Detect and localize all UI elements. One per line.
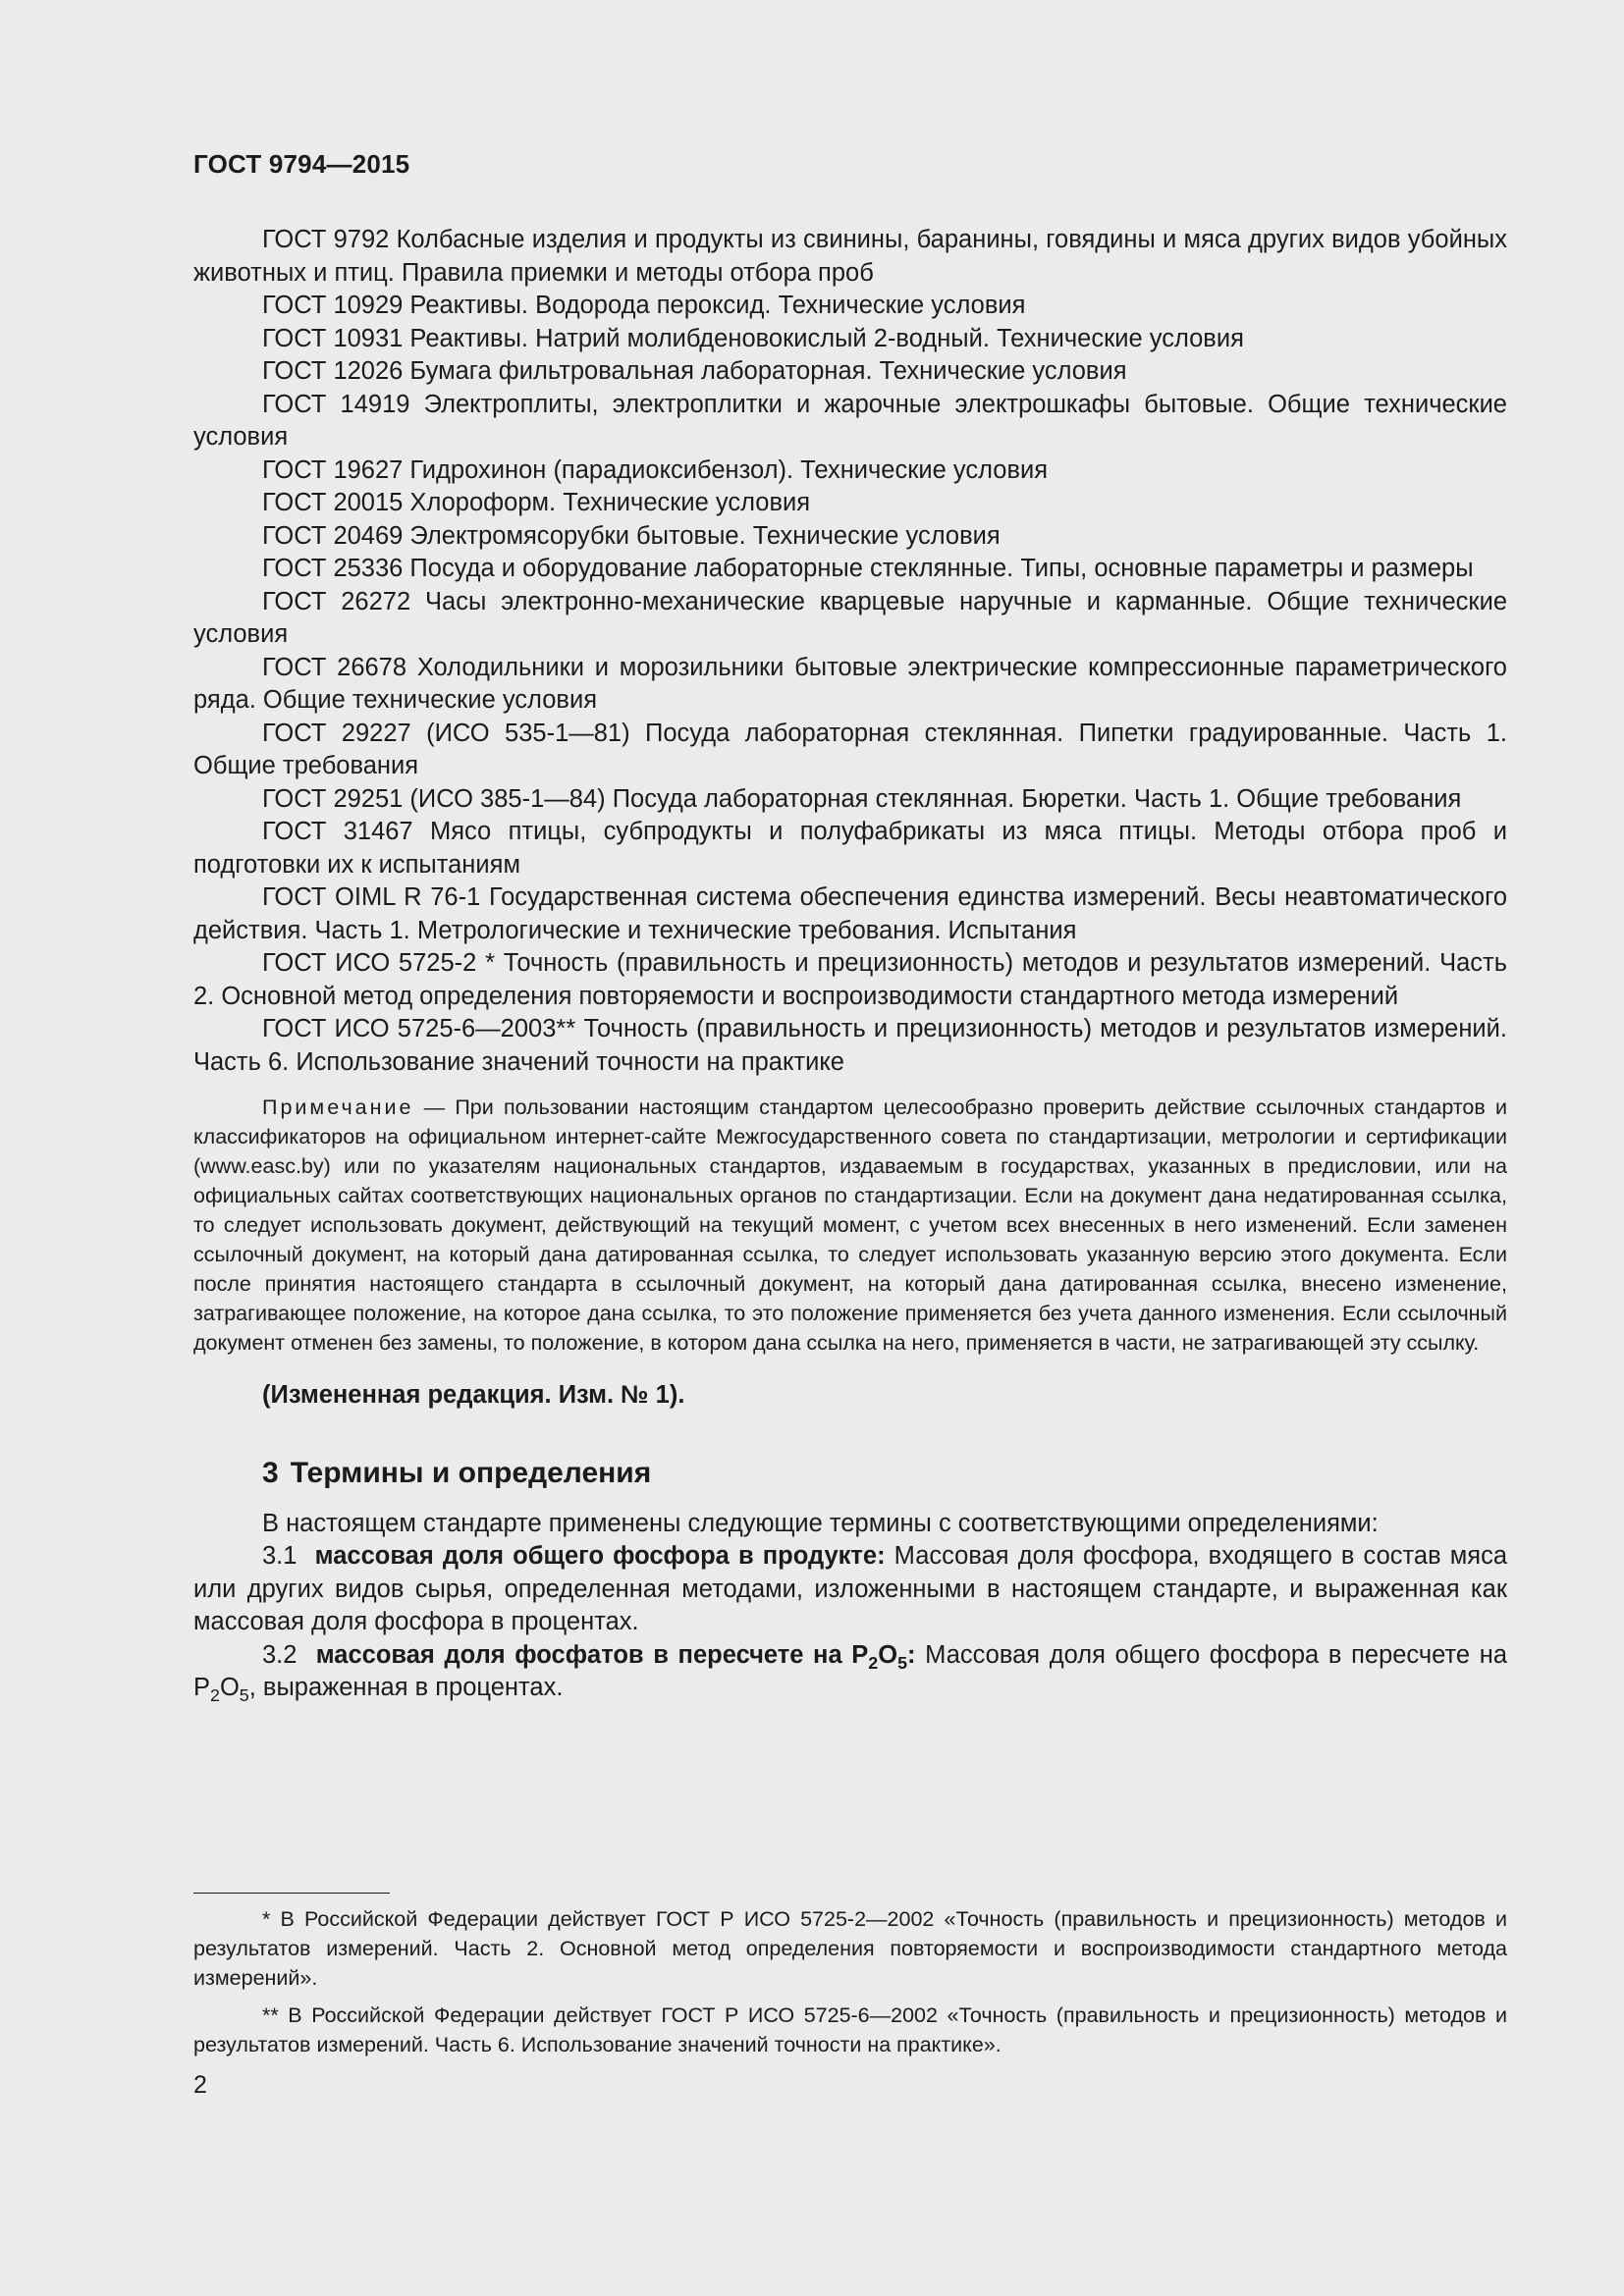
normative-references (193, 224, 1507, 1079)
footnote-divider (193, 1893, 390, 1894)
reference-item: ГОСТ 9792 Колбасные изделия и продукты из свинины, баранины, говядины и мяса других видов убойных животных и птиц. Правила приемки и методы отбора проб (193, 226, 1507, 287)
document-body (193, 224, 1507, 1705)
section-intro: В настоящем стандарте применены следующие термины с соответствующими определениями: (262, 1509, 1379, 1537)
reference-item: ГОСТ 12026 Бумага фильтровальная лабораторная. Технические условия (262, 357, 1127, 385)
note-label: Примечание (262, 1095, 414, 1119)
footnotes (193, 1904, 1507, 2067)
reference-item: ГОСТ 10931 Реактивы. Натрий молибденовокислый 2-водный. Технические условия (262, 324, 1244, 352)
reference-item: ГОСТ 10929 Реактивы. Водорода пероксид. Технические условия (262, 292, 1026, 319)
reference-item: ГОСТ 29251 (ИСО 385-1—84) Посуда лабораторная стеклянная. Бюретки. Часть 1. Общие требования (262, 784, 1462, 813)
reference-item: ГОСТ ИСО 5725-6—2003** Точность (правильность и прецизионность) методов и результатов измерений. Часть 6. Использование значений точности на практике (193, 1015, 1507, 1076)
section-heading (193, 1457, 1507, 1490)
reference-item: ГОСТ 14919 Электроплиты, электроплитки и жарочные электрошкафы бытовые. Общие технические условия (193, 390, 1507, 451)
reference-item: ГОСТ 20469 Электромясорубки бытовые. Технические условия (262, 521, 1001, 550)
term-number: 3.1 (262, 1542, 298, 1570)
reference-item: ГОСТ 25336 Посуда и оборудование лабораторные стеклянные. Типы, основные параметры и размеры (262, 555, 1474, 582)
term-name: массовая доля общего фосфора в продукте: (314, 1542, 886, 1570)
reference-item: ГОСТ 31467 Мясо птицы, субпродукты и полуфабрикаты из мяса птицы. Методы отбора проб и подготовки их к испытаниям (193, 818, 1507, 879)
section-number: 3 (262, 1457, 279, 1489)
footnote: ** В Российской Федерации действует ГОСТ Р ИСО 5725-6—2002 «Точность (правильность и прецизионность) методов и результатов измерений. Часть 6. Использование значений точности на практике». (193, 2003, 1507, 2056)
reference-item: ГОСТ ИСО 5725-2 * Точность (правильность и прецизионность) методов и результатов измерений. Часть 2. Основной метод определения повторяемости и воспроизводимости стандартного метода измерений (193, 949, 1507, 1010)
footnote: * В Российской Федерации действует ГОСТ Р ИСО 5725-2—2002 «Точность (правильность и прецизионность) методов и результатов измерений. Часть 2. Основной метод определения повторяемости и воспроизводимости стандартного метода измерений». (193, 1907, 1507, 1990)
term-definition (193, 1540, 1507, 1639)
term-number: 3.2 (262, 1640, 298, 1669)
reference-item: ГОСТ 26678 Холодильники и морозильники бытовые электрические компрессионные параметрического ряда. Общие технические условия (193, 653, 1507, 714)
reference-item: ГОСТ 19627 Гидрохинон (парадиоксибензол). Технические условия (262, 455, 1049, 484)
term-text: Массовая доля общего фосфора в пересчете на $P_2O_5$, выраженная в процентах. (193, 1640, 1507, 1705)
reference-item: ГОСТ 20015 Хлороформ. Технические условия (262, 489, 811, 516)
reference-item: ГОСТ OIML R 76-1 Государственная система обеспечения единства измерений. Весы неавтоматического действия. Часть 1. Метрологические и технические требования. Испытания (193, 883, 1507, 944)
note-paragraph (193, 1093, 1507, 1358)
term-name: массовая доля фосфатов в пересчете на $P_2O_5$: (315, 1640, 916, 1673)
reference-item: ГОСТ 26272 Часы электронно-механические кварцевые наручные и карманные. Общие технические условия (193, 587, 1507, 648)
revision-note: (Измененная редакция. Изм. № 1). (262, 1380, 685, 1409)
document-header: ГОСТ 9794—2015 (193, 149, 410, 179)
note-text: — При пользовании настоящим стандартом целесообразно проверить действие ссылочных стандартов и классификаторов на официальном интернет-сайте Межгосударственного совета по стандартизации, метрологии и сертификации (www.easc.by) или по указателям национальных стандартов, издаваемым в государствах, указанных в предисловии, или на официальных сайтах соответствующих национальных органов по стандартизации. Если на документ дана недатированная ссылка, то следует использовать документ, действующий на текущий момент, с учетом всех внесенных в него изменений. Если заменен ссылочный документ, на который дана датированная ссылка, то следует использовать указанную версию этого документа. Если после принятия настоящего стандарта в ссылочный документ, на который дана датированная ссылка, внесено изменение, затрагивающее положение, на которое дана ссылка, то это положение применяется без учета данного изменения. Если ссылочный документ отменен без замены, то положение, в котором дана ссылка на него, применяется в части, не затрагивающей эту ссылку. (193, 1095, 1507, 1355)
term-definition (193, 1639, 1507, 1705)
page-number: 2 (193, 2071, 207, 2099)
term-text: Массовая доля фосфора, входящего в состав мяса или других видов сырья, определенная методами, изложенными в настоящем стандарте, и выраженная как массовая доля фосфора в процентах. (193, 1542, 1508, 1635)
section-title: Термины и определения (290, 1457, 652, 1489)
reference-item: ГОСТ 29227 (ИСО 535-1—81) Посуда лабораторная стеклянная. Пипетки градуированные. Часть 1. Общие требования (193, 719, 1507, 779)
